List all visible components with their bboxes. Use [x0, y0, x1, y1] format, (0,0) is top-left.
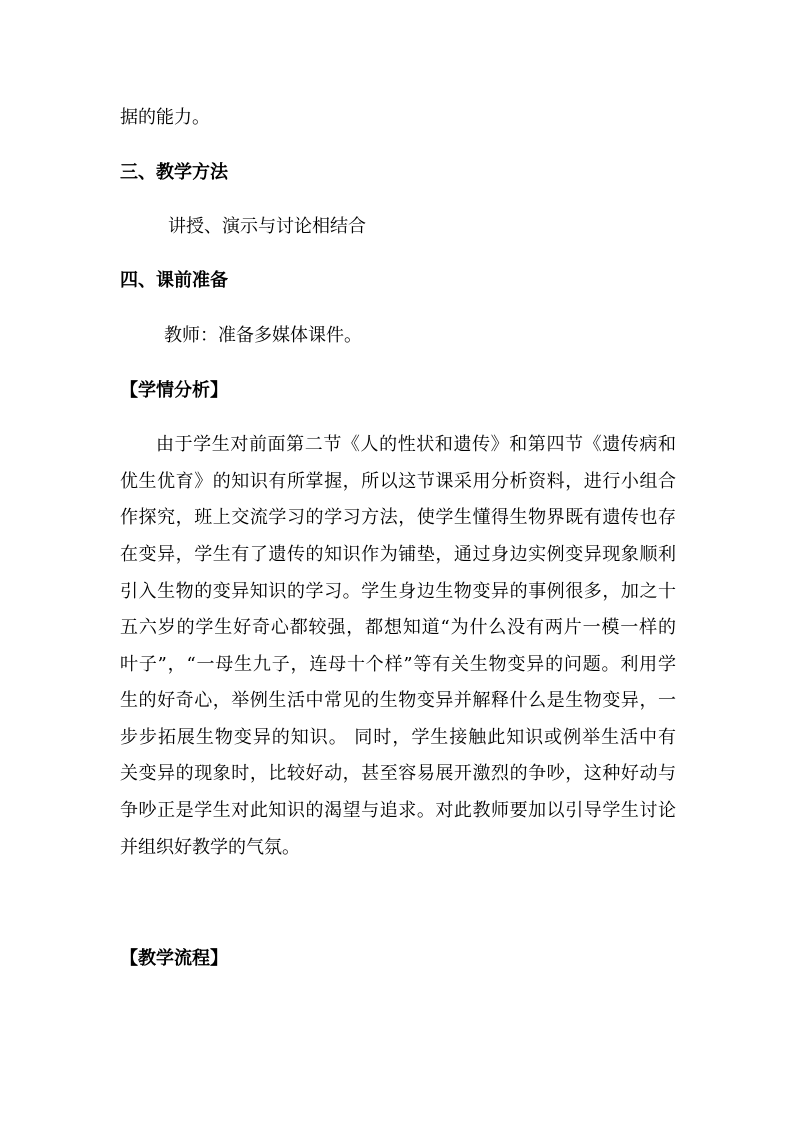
analysis-line: 五六岁的学生好奇心都较强，都想知道“为什么没有两片一模一样的: [120, 617, 676, 638]
analysis-line: 在变异，学生有了遗传的知识作为铺垫，通过身边实例变异现象顺利: [120, 544, 676, 565]
section3-heading: 三、教学方法: [120, 162, 228, 183]
section4-content: 教师：准备多媒体课件。: [164, 325, 362, 346]
analysis-line: 生的好奇心，举例生活中常见的生物变异并解释什么是生物变异，一: [120, 690, 676, 711]
section4-heading: 四、课前准备: [120, 270, 228, 291]
analysis-line-last: 并组织好教学的气氛。: [120, 837, 300, 858]
analysis-line: 由于学生对前面第二节《人的性状和遗传》和第四节《遗传病和: [156, 434, 676, 455]
analysis-line: 引入生物的变异知识的学习。学生身边生物变异的事例很多，加之十: [120, 581, 676, 602]
section3-content: 讲授、演示与讨论相结合: [168, 216, 366, 237]
analysis-line: 争吵正是学生对此知识的渴望与追求。对此教师要加以引导学生讨论: [120, 800, 676, 821]
intro-tail-text: 据的能力。: [120, 107, 210, 128]
analysis-line: 优生优育》的知识有所掌握，所以这节课采用分析资料，进行小组合: [120, 471, 676, 492]
analysis-line: 叶子”，“一母生九子，连母十个样”等有关生物变异的问题。利用学: [120, 654, 676, 675]
process-heading: 【教学流程】: [120, 948, 228, 969]
analysis-line: 关变异的现象时，比较好动，甚至容易展开激烈的争吵，这种好动与: [120, 763, 676, 784]
analysis-line: 作探究，班上交流学习的学习方法，使学生懂得生物界既有遗传也存: [120, 507, 676, 528]
analysis-heading: 【学情分析】: [120, 380, 228, 401]
analysis-line: 步步拓展生物变异的知识。 同时，学生接触此知识或例举生活中有: [120, 727, 676, 748]
